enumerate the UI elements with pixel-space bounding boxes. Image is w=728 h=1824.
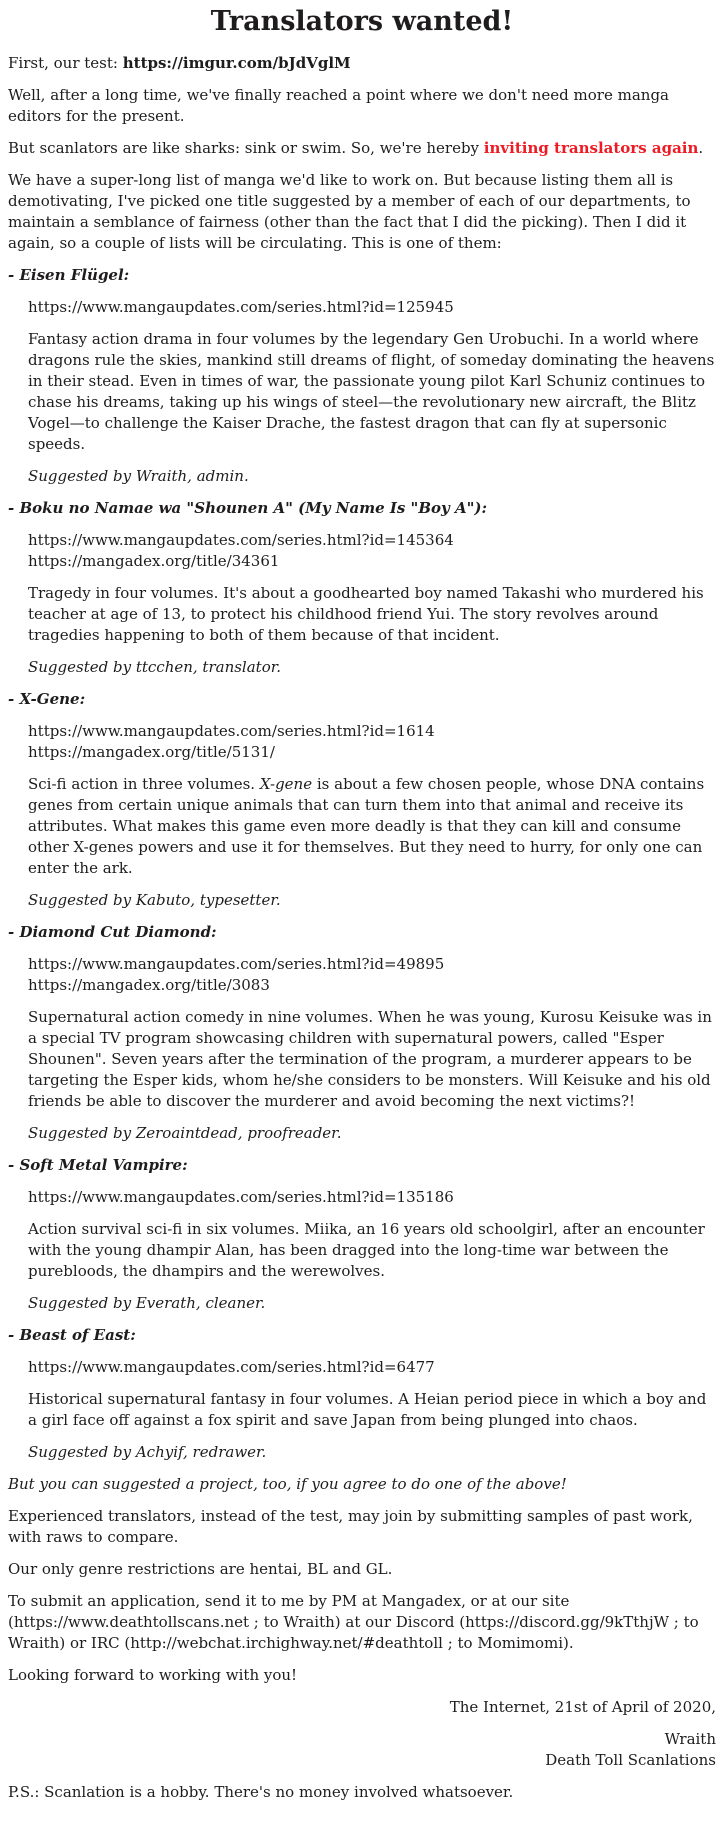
- series-link: https://www.mangaupdates.com/series.html?id=1614: [28, 722, 435, 740]
- series-suggested-by: Suggested by Kabuto, typesetter.: [28, 891, 281, 909]
- series-suggested-by: Suggested by ttcchen, translator.: [28, 658, 282, 676]
- series-suggested-by: Suggested by Everath, cleaner.: [28, 1294, 266, 1312]
- intro-list-note: We have a super-long list of manga we'd like to work on. But because listing them all is demotivating, I've picked one title suggested by a member of each of our departments, to maintain a semblance of fairness (other than the fact that I did the picking). Then I did it again, so a couple of lists will be circulating. This is one of them:: [8, 171, 691, 252]
- series-links: [28, 1357, 716, 1378]
- series-links: [28, 297, 716, 318]
- series-suggested-by: Suggested by Wraith, admin.: [28, 467, 249, 485]
- intro-test-prefix: First, our test:: [8, 54, 123, 72]
- series-description-part: Sci-fi action in three volumes.: [28, 775, 260, 793]
- series-description: Tragedy in four volumes. It's about a goodhearted boy named Takashi who murdered his teacher at age of 13, to protect his childhood friend Yui. The story revolves around tragedies happening to both of them because of that incident.: [28, 584, 704, 644]
- test-url: https://imgur.com/bJdVglM: [122, 54, 351, 72]
- intro-test-line: [8, 53, 716, 74]
- series-section: [8, 498, 716, 678]
- intro-sharks-suffix: .: [698, 139, 704, 157]
- outro-genre-note: Our only genre restrictions are hentai, BL and GL.: [8, 1560, 393, 1578]
- intro-editors-note: Well, after a long time, we've finally reached a point where we don't need more manga editors for the present.: [8, 86, 669, 125]
- outro-submit-note: To submit an application, send it to me by PM at Mangadex, or at our site (https://www.deathtollscans.net ; to Wraith) at our Discord (https://discord.gg/9kTthjW ; to Wraith) or IRC (http://webchat.irchighway.net/#deathtoll ; to Momimomi).: [8, 1592, 699, 1652]
- series-link: https://mangadex.org/title/3083: [28, 976, 270, 994]
- series-description-part: is about a few chosen people, whose DNA contains genes from certain unique animals that can turn them into that animal and receive its attributes. What makes this game even more deadly is that they can kill and consume other X-genes powers and use it for themselves. But they need to hurry, for only one can enter the ark.: [28, 775, 705, 877]
- intro-sharks-prefix: But scanlators are like sharks: sink or swim. So, we're hereby: [8, 139, 484, 157]
- series-description: [28, 774, 716, 879]
- series-suggested-by: Suggested by Achyif, redrawer.: [28, 1443, 267, 1461]
- signature-name: Wraith: [664, 1730, 716, 1748]
- series-link: https://www.mangaupdates.com/series.html?id=6477: [28, 1358, 435, 1376]
- series-link: https://www.mangaupdates.com/series.html?id=125945: [28, 298, 454, 316]
- series-link: https://www.mangaupdates.com/series.html?id=145364: [28, 531, 454, 549]
- series-section: [8, 922, 716, 1144]
- series-description: Fantasy action drama in four volumes by the legendary Gen Urobuchi. In a world where dragons rule the skies, mankind still dreams of flight, of someday dominating the heavens in their stead. Even in times of war, the passionate young pilot Karl Schuniz continues to chase his dreams, taking up his wings of steel—the revolutionary new aircraft, the Blitz Vogel—to challenge the Kaiser Drache, the fastest dragon that can fly at supersonic speeds.: [28, 330, 715, 453]
- series-description-italic-title: X-gene: [259, 775, 313, 793]
- outro-experienced-note: Experienced translators, instead of the test, may join by submitting samples of past work, with raws to compare.: [8, 1507, 693, 1546]
- series-links: [28, 1187, 716, 1208]
- series-section: [8, 265, 716, 487]
- outro-closing: Looking forward to working with you!: [8, 1666, 298, 1684]
- series-section: [8, 1325, 716, 1463]
- series-title: - X-Gene:: [8, 690, 86, 708]
- series-title: - Boku no Namae wa "Shounen A" (My Name Is "Boy A"):: [8, 499, 488, 517]
- series-description: Historical supernatural fantasy in four volumes. A Heian period piece in which a boy and a girl face off against a fox spirit and save Japan from being plunged into chaos.: [28, 1390, 707, 1429]
- intro-sharks-line: [8, 138, 716, 159]
- inviting-translators-highlight: inviting translators again: [483, 139, 699, 157]
- series-links: [28, 954, 716, 996]
- series-link: https://www.mangaupdates.com/series.html?id=49895: [28, 955, 445, 973]
- series-section: [8, 1155, 716, 1314]
- dateline: The Internet, 21st of April of 2020,: [449, 1698, 716, 1716]
- series-suggested-by: Suggested by Zeroaintdead, proofreader.: [28, 1124, 342, 1142]
- series-title: - Beast of East:: [8, 1326, 136, 1344]
- series-link: https://www.mangaupdates.com/series.html?id=135186: [28, 1188, 454, 1206]
- series-links: [28, 721, 716, 763]
- page-title: Translators wanted!: [210, 6, 514, 37]
- signature-block: [8, 1729, 716, 1771]
- series-section: [8, 689, 716, 911]
- series-title: - Diamond Cut Diamond:: [8, 923, 217, 941]
- signature-group: Death Toll Scanlations: [545, 1751, 716, 1769]
- series-description: Supernatural action comedy in nine volumes. When he was young, Kurosu Keisuke was in a special TV program showcasing children with supernatural powers, called "Esper Shounen". Seven years after the termination of the program, a murderer appears to be targeting the Esper kids, whom he/she considers to be monsters. Will Keisuke and his old friends be able to discover the murderer and avoid becoming the next victims?!: [28, 1008, 712, 1110]
- series-title: - Soft Metal Vampire:: [8, 1156, 188, 1174]
- series-link: https://mangadex.org/title/34361: [28, 552, 280, 570]
- series-title: - Eisen Flügel:: [8, 266, 130, 284]
- postscript: P.S.: Scanlation is a hobby. There's no money involved whatsoever.: [8, 1783, 514, 1801]
- series-links: [28, 530, 716, 572]
- series-description: Action survival sci-fi in six volumes. Miika, an 16 years old schoolgirl, after an encounter with the young dhampir Alan, has been dragged into the long-time war between the purebloods, the dhampirs and the werewolves.: [28, 1220, 705, 1280]
- series-link: https://mangadex.org/title/5131/: [28, 743, 275, 761]
- outro-suggest-note: But you can suggested a project, too, if you agree to do one of the above!: [8, 1475, 567, 1493]
